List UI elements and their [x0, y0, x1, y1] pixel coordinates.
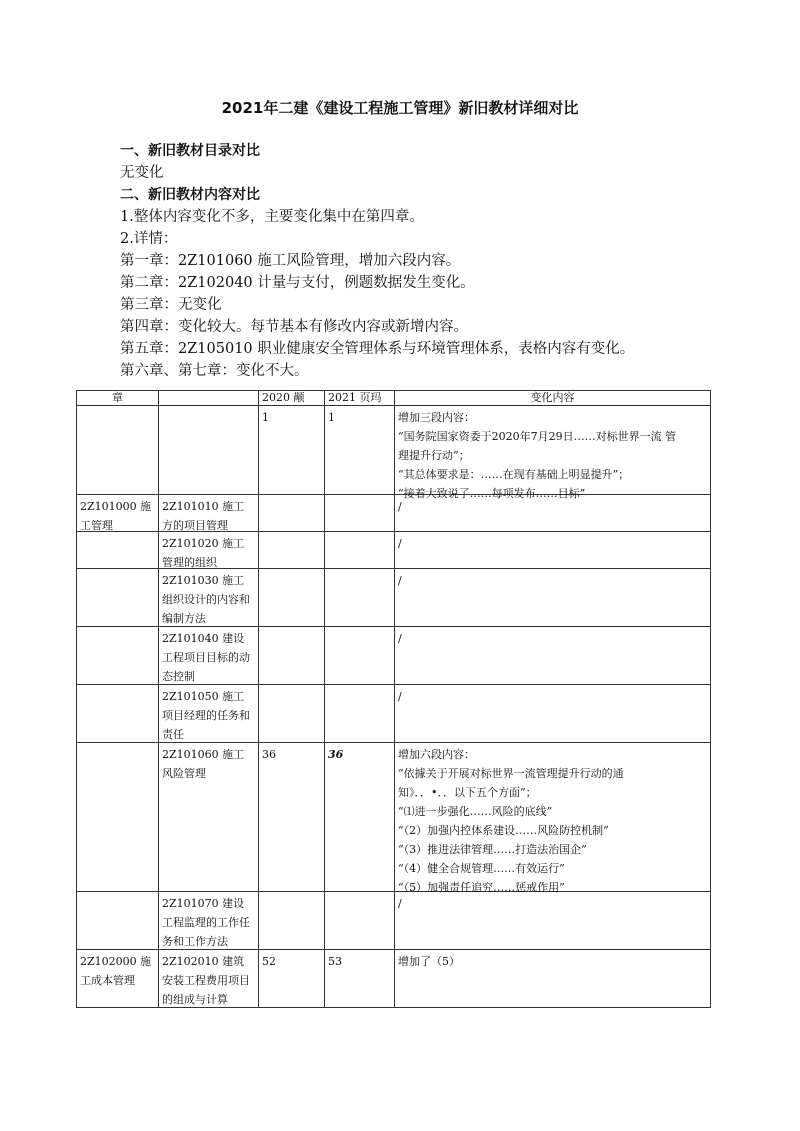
- cell-change: [395, 743, 711, 892]
- cell-page-2020: [259, 627, 325, 685]
- cell-change: /: [395, 532, 711, 569]
- cell-page-2021: 1: [325, 406, 395, 495]
- header-chapter: 章: [77, 391, 159, 406]
- cell-chapter: [77, 685, 159, 743]
- header-page-2020: 2020 颟: [259, 391, 325, 406]
- cell-section: 2Z101070 建设工程监理的工作任务和工作方法: [159, 892, 259, 950]
- table-row: [77, 495, 711, 532]
- table-row: [77, 743, 711, 892]
- summary-chapter-2: 第二章：2Z102040 计量与支付，例题数据发生变化。: [120, 275, 475, 291]
- cell-page-2021: [325, 495, 395, 532]
- cell-section: 2Z101030 施工组织设计的内容和编制方法: [159, 569, 259, 627]
- cell-change: /: [395, 495, 711, 532]
- change-line: 增加六段内容：: [398, 748, 475, 761]
- cell-page-2021: 53: [325, 950, 395, 1008]
- cell-section: 2Z101060 施工风险管理: [159, 743, 259, 892]
- heading-content-compare: 二、新旧教材内容对比: [120, 187, 260, 203]
- header-change: 变化内容: [395, 391, 711, 406]
- change-line: 理提升行动”；: [398, 449, 470, 462]
- cell-change: /: [395, 627, 711, 685]
- change-line: “国务院国家资委于2020年7月29日……对标世界一流 管: [398, 430, 677, 443]
- cell-chapter: 2Z101000 施工管理: [77, 495, 159, 532]
- cell-section: [159, 406, 259, 495]
- cell-page-2020: [259, 569, 325, 627]
- table-row: [77, 532, 711, 569]
- cell-chapter: 2Z102000 施工成本管理: [77, 950, 159, 1008]
- cell-section: 2Z101040 建设工程项目目标的动态控制: [159, 627, 259, 685]
- change-line: “（2）加强内控体系建设……风险防控机制”: [398, 824, 609, 837]
- cell-page-2021: 36: [325, 743, 395, 892]
- change-line: “（3）推进法律管理……打造法治国企”: [398, 843, 587, 856]
- cell-page-2021: [325, 627, 395, 685]
- header-section: [159, 391, 259, 406]
- table-row: [77, 685, 711, 743]
- cell-page-2020: 1: [259, 406, 325, 495]
- cell-section: 2Z101020 施工管理的组织: [159, 532, 259, 569]
- summary-section: [120, 140, 740, 382]
- summary-chapter-4: 第四章：变化较大。每节基本有修改内容或新增内容。: [120, 319, 468, 335]
- cell-chapter: [77, 532, 159, 569]
- cell-page-2020: 36: [259, 743, 325, 892]
- cell-page-2020: [259, 532, 325, 569]
- cell-chapter: [77, 627, 159, 685]
- cell-section: 2Z101010 施工方的项目管理: [159, 495, 259, 532]
- cell-change: /: [395, 569, 711, 627]
- change-line: “⑴进一步强化……风险的底线”: [398, 805, 553, 818]
- change-line: “（4）健全合规管理……有效运行”: [398, 862, 565, 875]
- summary-overall: 1.整体内容变化不多，主要变化集中在第四章。: [120, 209, 424, 225]
- summary-chapter-5: 第五章：2Z105010 职业健康安全管理体系与环境管理体系，表格内容有变化。: [120, 341, 635, 357]
- table-row: [77, 892, 711, 950]
- table-row: [77, 406, 711, 495]
- cell-chapter: [77, 892, 159, 950]
- comparison-table: [76, 390, 711, 1008]
- table-row: [77, 569, 711, 627]
- cell-chapter: [77, 743, 159, 892]
- header-page-2021: 2021 页玛: [325, 391, 395, 406]
- cell-change: /: [395, 892, 711, 950]
- change-line: “其总体要求是：……在现有基础上明显提升”；: [398, 468, 630, 481]
- table-row: [77, 950, 711, 1008]
- cell-chapter: [77, 406, 159, 495]
- cell-page-2021: [325, 532, 395, 569]
- heading-toc-compare: 一、新旧教材目录对比: [120, 143, 260, 159]
- change-line: “依據关于开展对标世界一流管理提升行动的通: [398, 767, 624, 780]
- cell-page-2020: 52: [259, 950, 325, 1008]
- cell-page-2021: [325, 685, 395, 743]
- cell-chapter: [77, 569, 159, 627]
- toc-result: 无变化: [120, 165, 164, 181]
- change-line: “（5）加强责任追究……惩戒作用”: [398, 881, 565, 894]
- cell-change: /: [395, 685, 711, 743]
- cell-page-2020: [259, 685, 325, 743]
- table-row: [77, 627, 711, 685]
- cell-page-2021: [325, 569, 395, 627]
- summary-details-label: 2.详情：: [120, 231, 178, 247]
- document-title: 2021年二建《建设工程施工管理》新旧教材详细对比: [221, 99, 579, 117]
- cell-page-2020: [259, 892, 325, 950]
- change-line: 增加三段内容：: [398, 411, 475, 424]
- table-header-row: [77, 391, 711, 406]
- summary-chapter-3: 第三章：无变化: [120, 297, 222, 313]
- cell-page-2020: [259, 495, 325, 532]
- cell-section: 2Z101050 施工项目经理的任务和责任: [159, 685, 259, 743]
- change-line: 知》．．•．．以下五个方面”；: [398, 786, 537, 799]
- cell-page-2021: [325, 892, 395, 950]
- cell-change: [395, 406, 711, 500]
- change-line: “接着大致说了……每项发布……目标”: [398, 487, 586, 500]
- cell-change: 增加了（5）: [395, 950, 711, 1008]
- cell-section: 2Z102010 建筑安装工程费用项目的组成与计算: [159, 950, 259, 1008]
- summary-chapter-6-7: 第六章、第七章：变化不大。: [120, 363, 309, 379]
- summary-chapter-1: 第一章：2Z101060 施工风险管理，增加六段内容。: [120, 253, 461, 269]
